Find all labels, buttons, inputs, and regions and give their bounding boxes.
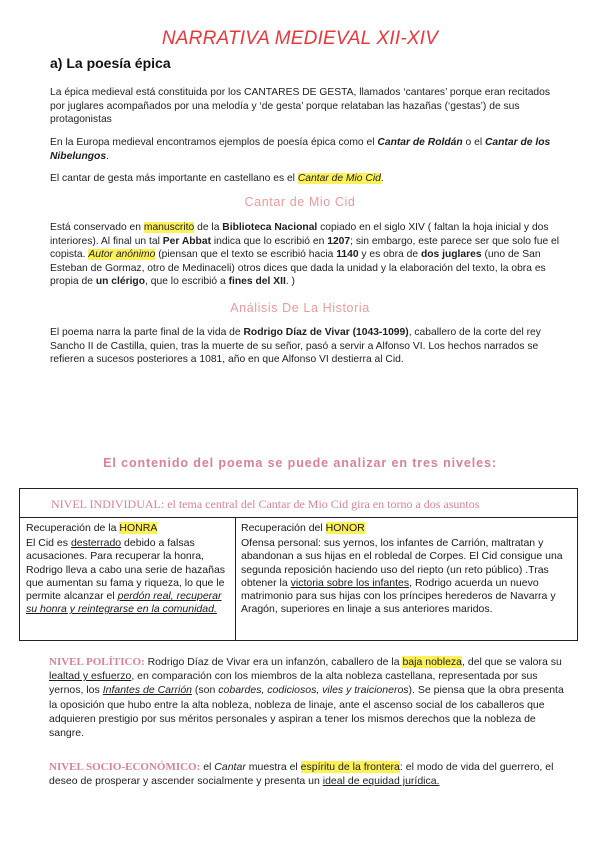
table-header: NIVEL INDIVIDUAL: el tema central del Cantar de Mio Cid gira en torno a dos asuntos xyxy=(20,489,577,518)
cell-text-honra: El Cid es desterrado debido a falsas acusaciones. Para recuperar la honra, Rodrigo lleva a cabo una serie de hazañas que aumentan su fama y riqueza, lo que le permite alcanzar el perdón real, recuperar su honra y reintegrarse en la comunidad. xyxy=(26,537,226,616)
paragraph-europa-examples: En la Europa medieval encontramos ejemplos de poesía épica como el Cantar de Roldán o el Cantar de los Nibelungos. xyxy=(50,137,551,162)
page-title: NARRATIVA MEDIEVAL XII-XIV xyxy=(161,28,439,49)
cell-text-honor: Ofensa personal: sus yernos, los infantes de Carrión, maltratan y abandonan a sus hijas en el robledal de Corpes. El Cid consigue una segunda reposición haciendo uso del riepto (un reto público) .Tras obtener la victoria sobre los infantes, Rodrigo acuerda un nuevo matrimonio para sus hijas con los príncipes herederos de Navarra y Aragón, superiores en linaje a sus anteriores maridos. xyxy=(241,537,563,616)
label-nivel-socioeconomico: NIVEL SOCIO-ECONÓMICO: xyxy=(49,761,201,773)
paragraph-cantar-importante: El cantar de gesta más importante en castellano es el Cantar de Mio Cid. xyxy=(50,173,384,184)
label-nivel-politico: NIVEL POLÍTICO: xyxy=(49,656,145,668)
paragraph-conservacion: Está conservado en manuscrito de la Biblioteca Nacional copiado en el siglo XIV ( faltan la hoja inicial y dos interiores). Al final un tal Per Abbat indica que lo escribió en 1207; sin embargo, este parece ser que solo fue el copista. Autor anónimo (piensan que el texto se escribió hacia 1140 y es obra de dos juglares (uno de San Esteban de Gormaz, otro de Medinaceli) otros dices que dada la unidad y la elaboración del texto, la obra es propia de un clérigo, que lo escribió a fines del XII. ) xyxy=(50,222,560,288)
table-cell-honor xyxy=(236,518,577,640)
table-cell-honra xyxy=(20,518,236,640)
paragraph-nivel-politico: NIVEL POLÍTICO: Rodrigo Díaz de Vivar era un infanzón, caballero de la baja nobleza, del que se valora su lealtad y esfuerzo, en comparación con los miembros de la alta nobleza castellana, representada por sus yernos, los Infantes de Carrión (son cobardes, codiciosos, viles y traicioneros). Se piensa que la obra presenta la oposición que hubo entre la alta nobleza, nobleza de linaje, ante el ascenso social de los caballeros que adquieren prestigio por sus méritos personales y aspiran a tener los mismos derechos que la nobleza de sangre. xyxy=(49,656,564,740)
nivel-individual-table xyxy=(19,488,578,641)
paragraph-epica-definition: La épica medieval está constituida por los CANTARES DE GESTA, llamados ‘cantares’ porque eran recitados por juglares acompañados por una melodía y ‘de gesta’ porque relataban las hazañas (‘gestas’) de sus protagonistas xyxy=(50,87,551,126)
cell-heading-honra: Recuperación de la HONRA xyxy=(26,522,158,534)
section-heading-poesia-epica: a) La poesía épica xyxy=(50,55,171,71)
paragraph-nivel-socioeconomico: NIVEL SOCIO-ECONÓMICO: el Cantar muestra el espíritu de la frontera: el modo de vida del guerrero, el deseo de prosperar y ascender socialmente y presenta un ideal de equidad jurídica. xyxy=(49,761,554,788)
paragraph-analisis: El poema narra la parte final de la vida de Rodrigo Díaz de Vivar (1043-1099), caballero de la corte del rey Sancho II de Castilla, quien, tras la muerte de su señor, pasó a servir a Alfonso VI. Los hechos narrados se refieren a sucesos posteriores a 1081, año en que Alfonso VI destierra al Cid. xyxy=(50,327,541,366)
highlight-cantar-mio-cid: Cantar de Mio Cid xyxy=(297,173,381,184)
subheading-analisis-historia: Análisis De La Historia xyxy=(230,301,370,315)
subheading-cantar-mio-cid: Cantar de Mio Cid xyxy=(244,195,356,209)
cell-heading-honor: Recuperación del HONOR xyxy=(241,522,365,534)
levels-heading: El contenido del poema se puede analizar en tres niveles: xyxy=(103,456,497,470)
